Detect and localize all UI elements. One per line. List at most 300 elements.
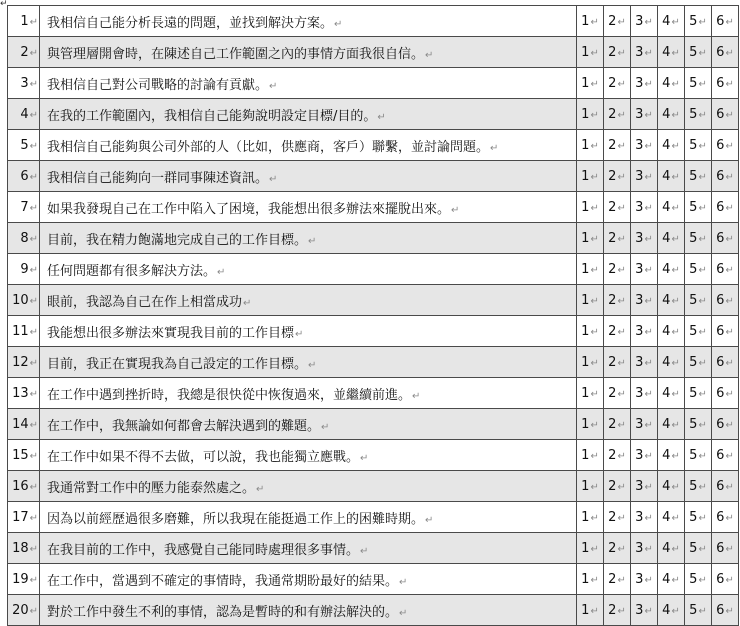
- rating-option-label: 2: [608, 478, 617, 494]
- rating-option-label: 3: [635, 44, 644, 60]
- return-mark-icon: ↵: [29, 140, 38, 152]
- rating-option-4[interactable]: [658, 161, 685, 192]
- rating-option-2[interactable]: [604, 37, 631, 68]
- item-statement: [40, 68, 577, 99]
- rating-option-4[interactable]: [658, 192, 685, 223]
- return-mark-icon: ↵: [725, 295, 734, 307]
- return-mark-icon: ↵: [295, 328, 304, 340]
- rating-option-2[interactable]: [604, 130, 631, 161]
- rating-option-3[interactable]: [631, 595, 658, 626]
- item-statement-text: 在我的工作範圍內，我相信自己能夠說明設定目標/目的。: [47, 108, 377, 124]
- rating-option-label: 3: [635, 168, 644, 184]
- return-mark-icon: ↵: [725, 16, 734, 28]
- rating-option-6[interactable]: [712, 161, 739, 192]
- rating-option-3[interactable]: [631, 409, 658, 440]
- return-mark-icon: ↵: [698, 543, 707, 555]
- return-mark-icon: ↵: [217, 266, 226, 278]
- item-number: [8, 192, 40, 223]
- rating-option-5[interactable]: [685, 378, 712, 409]
- return-mark-icon: ↵: [644, 47, 653, 59]
- rating-option-label: 4: [662, 106, 671, 122]
- return-mark-icon: ↵: [399, 576, 408, 588]
- return-mark-icon: ↵: [671, 47, 680, 59]
- rating-option-label: 1: [581, 540, 590, 556]
- item-statement: [40, 595, 577, 626]
- rating-option-6[interactable]: [712, 409, 739, 440]
- rating-option-label: 3: [635, 571, 644, 587]
- rating-option-label: 4: [662, 478, 671, 494]
- return-mark-icon: ↵: [725, 357, 734, 369]
- questionnaire-row: [8, 68, 739, 99]
- item-statement: [40, 502, 577, 533]
- rating-option-3[interactable]: [631, 440, 658, 471]
- rating-option-label: 1: [581, 602, 590, 618]
- rating-option-3[interactable]: [631, 285, 658, 316]
- rating-option-1[interactable]: [577, 409, 604, 440]
- return-mark-icon: ↵: [698, 47, 707, 59]
- return-mark-icon: ↵: [617, 605, 626, 617]
- return-mark-icon: ↵: [698, 574, 707, 586]
- rating-option-1[interactable]: [577, 502, 604, 533]
- rating-option-5[interactable]: [685, 192, 712, 223]
- rating-option-2[interactable]: [604, 533, 631, 564]
- item-statement-text: 目前，我在精力飽滿地完成自己的工作目標。: [47, 232, 308, 248]
- rating-option-1[interactable]: [577, 6, 604, 37]
- rating-option-5[interactable]: [685, 37, 712, 68]
- rating-option-1[interactable]: [577, 378, 604, 409]
- rating-option-label: 2: [608, 230, 617, 246]
- return-mark-icon: ↵: [29, 264, 38, 276]
- item-number: [8, 440, 40, 471]
- rating-option-1[interactable]: [577, 192, 604, 223]
- return-mark-icon: ↵: [671, 295, 680, 307]
- return-mark-icon: ↵: [29, 295, 38, 307]
- rating-option-6[interactable]: [712, 378, 739, 409]
- item-statement-text: 我通常對工作中的壓力能泰然處之。: [47, 480, 256, 496]
- questionnaire-row: [8, 37, 739, 68]
- rating-option-5[interactable]: [685, 130, 712, 161]
- item-statement-text: 在工作中遇到挫折時，我總是很快從中恢復過來，並繼續前進。: [47, 387, 412, 403]
- return-mark-icon: ↵: [617, 543, 626, 555]
- rating-option-2[interactable]: [604, 564, 631, 595]
- rating-option-label: 3: [635, 478, 644, 494]
- rating-option-label: 2: [608, 509, 617, 525]
- rating-option-2[interactable]: [604, 6, 631, 37]
- rating-option-4[interactable]: [658, 378, 685, 409]
- rating-option-4[interactable]: [658, 316, 685, 347]
- rating-option-label: 2: [608, 354, 617, 370]
- rating-option-6[interactable]: [712, 6, 739, 37]
- rating-option-3[interactable]: [631, 223, 658, 254]
- item-number: [8, 6, 40, 37]
- questionnaire-row: [8, 502, 739, 533]
- return-mark-icon: ↵: [644, 481, 653, 493]
- rating-option-label: 1: [581, 44, 590, 60]
- item-number: [8, 378, 40, 409]
- item-statement-text: 在工作中，我無論如何都會去解決遇到的難題。: [47, 418, 321, 434]
- rating-option-6[interactable]: [712, 223, 739, 254]
- return-mark-icon: ↵: [671, 543, 680, 555]
- rating-option-4[interactable]: [658, 254, 685, 285]
- rating-option-label: 2: [608, 44, 617, 60]
- rating-option-label: 4: [662, 199, 671, 215]
- item-number-value: 10: [12, 292, 29, 308]
- return-mark-icon: ↵: [644, 16, 653, 28]
- return-mark-icon: ↵: [29, 109, 38, 121]
- item-number: [8, 223, 40, 254]
- rating-option-2[interactable]: [604, 378, 631, 409]
- item-number: [8, 316, 40, 347]
- rating-option-6[interactable]: [712, 347, 739, 378]
- rating-option-3[interactable]: [631, 564, 658, 595]
- rating-option-6[interactable]: [712, 502, 739, 533]
- return-mark-icon: ↵: [617, 47, 626, 59]
- rating-option-label: 3: [635, 199, 644, 215]
- rating-option-3[interactable]: [631, 347, 658, 378]
- questionnaire-row: [8, 6, 739, 37]
- rating-option-label: 6: [716, 230, 725, 246]
- rating-option-6[interactable]: [712, 471, 739, 502]
- return-mark-icon: ↵: [698, 512, 707, 524]
- rating-option-4[interactable]: [658, 99, 685, 130]
- rating-option-label: 3: [635, 354, 644, 370]
- item-statement-text: 因為以前經歷過很多磨難，所以我現在能挺過工作上的困難時期。: [47, 511, 425, 527]
- rating-option-4[interactable]: [658, 471, 685, 502]
- rating-option-4[interactable]: [658, 37, 685, 68]
- return-mark-icon: ↵: [671, 202, 680, 214]
- return-mark-icon: ↵: [644, 78, 653, 90]
- rating-option-label: 1: [581, 323, 590, 339]
- rating-option-4[interactable]: [658, 564, 685, 595]
- return-mark-icon: ↵: [671, 140, 680, 152]
- return-mark-icon: ↵: [308, 359, 317, 371]
- return-mark-icon: ↵: [671, 419, 680, 431]
- return-mark-icon: ↵: [698, 140, 707, 152]
- return-mark-icon: ↵: [644, 109, 653, 121]
- rating-option-1[interactable]: [577, 223, 604, 254]
- rating-option-label: 5: [689, 44, 698, 60]
- rating-option-1[interactable]: [577, 37, 604, 68]
- rating-option-label: 5: [689, 168, 698, 184]
- rating-option-2[interactable]: [604, 254, 631, 285]
- rating-option-label: 2: [608, 416, 617, 432]
- item-statement: [40, 223, 577, 254]
- rating-option-label: 6: [716, 168, 725, 184]
- return-mark-icon: ↵: [725, 140, 734, 152]
- return-mark-icon: ↵: [671, 512, 680, 524]
- rating-option-label: 2: [608, 571, 617, 587]
- rating-option-3[interactable]: [631, 6, 658, 37]
- rating-option-5[interactable]: [685, 161, 712, 192]
- rating-option-1[interactable]: [577, 595, 604, 626]
- return-mark-icon: ↵: [725, 326, 734, 338]
- item-statement: [40, 409, 577, 440]
- return-mark-icon: ↵: [671, 481, 680, 493]
- rating-option-label: 5: [689, 385, 698, 401]
- rating-option-4[interactable]: [658, 285, 685, 316]
- item-statement: [40, 378, 577, 409]
- return-mark-icon: ↵: [644, 171, 653, 183]
- rating-option-label: 1: [581, 106, 590, 122]
- rating-option-2[interactable]: [604, 161, 631, 192]
- rating-option-1[interactable]: [577, 99, 604, 130]
- rating-option-3[interactable]: [631, 99, 658, 130]
- questionnaire-row: [8, 564, 739, 595]
- return-mark-icon: ↵: [617, 388, 626, 400]
- rating-option-label: 6: [716, 571, 725, 587]
- rating-option-1[interactable]: [577, 533, 604, 564]
- return-mark-icon: ↵: [617, 109, 626, 121]
- rating-option-label: 4: [662, 416, 671, 432]
- paragraph-mark-icon: ↵: [0, 0, 8, 9]
- rating-option-5[interactable]: [685, 285, 712, 316]
- rating-option-label: 6: [716, 261, 725, 277]
- rating-option-2[interactable]: [604, 409, 631, 440]
- rating-option-1[interactable]: [577, 316, 604, 347]
- rating-option-6[interactable]: [712, 37, 739, 68]
- item-number-value: 18: [12, 540, 29, 556]
- rating-option-label: 1: [581, 137, 590, 153]
- item-number: [8, 595, 40, 626]
- rating-option-label: 3: [635, 323, 644, 339]
- rating-option-4[interactable]: [658, 409, 685, 440]
- questionnaire-row: [8, 254, 739, 285]
- return-mark-icon: ↵: [617, 450, 626, 462]
- item-statement: [40, 347, 577, 378]
- rating-option-label: 2: [608, 447, 617, 463]
- rating-option-6[interactable]: [712, 68, 739, 99]
- rating-option-3[interactable]: [631, 192, 658, 223]
- return-mark-icon: ↵: [590, 574, 599, 586]
- rating-option-label: 6: [716, 447, 725, 463]
- rating-option-6[interactable]: [712, 130, 739, 161]
- rating-option-label: 1: [581, 13, 590, 29]
- return-mark-icon: ↵: [29, 171, 38, 183]
- rating-option-2[interactable]: [604, 471, 631, 502]
- questionnaire-row: [8, 595, 739, 626]
- return-mark-icon: ↵: [360, 452, 369, 464]
- return-mark-icon: ↵: [425, 514, 434, 526]
- rating-option-5[interactable]: [685, 99, 712, 130]
- rating-option-label: 5: [689, 199, 698, 215]
- rating-option-3[interactable]: [631, 378, 658, 409]
- rating-option-label: 2: [608, 602, 617, 618]
- rating-option-4[interactable]: [658, 502, 685, 533]
- rating-option-label: 5: [689, 323, 698, 339]
- return-mark-icon: ↵: [671, 450, 680, 462]
- rating-option-1[interactable]: [577, 440, 604, 471]
- rating-option-5[interactable]: [685, 68, 712, 99]
- return-mark-icon: ↵: [29, 512, 38, 524]
- rating-option-4[interactable]: [658, 347, 685, 378]
- rating-option-5[interactable]: [685, 316, 712, 347]
- rating-option-label: 6: [716, 323, 725, 339]
- rating-option-2[interactable]: [604, 192, 631, 223]
- rating-option-6[interactable]: [712, 285, 739, 316]
- rating-option-2[interactable]: [604, 285, 631, 316]
- rating-option-label: 1: [581, 447, 590, 463]
- item-statement: [40, 564, 577, 595]
- return-mark-icon: ↵: [425, 49, 434, 61]
- return-mark-icon: ↵: [698, 295, 707, 307]
- rating-option-4[interactable]: [658, 68, 685, 99]
- return-mark-icon: ↵: [698, 481, 707, 493]
- rating-option-label: 1: [581, 385, 590, 401]
- return-mark-icon: ↵: [725, 574, 734, 586]
- rating-option-5[interactable]: [685, 409, 712, 440]
- rating-option-2[interactable]: [604, 316, 631, 347]
- rating-option-label: 1: [581, 230, 590, 246]
- return-mark-icon: ↵: [617, 233, 626, 245]
- rating-option-6[interactable]: [712, 99, 739, 130]
- rating-option-2[interactable]: [604, 223, 631, 254]
- rating-option-3[interactable]: [631, 254, 658, 285]
- rating-option-3[interactable]: [631, 68, 658, 99]
- rating-option-4[interactable]: [658, 223, 685, 254]
- rating-option-3[interactable]: [631, 316, 658, 347]
- rating-option-3[interactable]: [631, 471, 658, 502]
- rating-option-5[interactable]: [685, 6, 712, 37]
- return-mark-icon: ↵: [725, 171, 734, 183]
- return-mark-icon: ↵: [590, 481, 599, 493]
- rating-option-5[interactable]: [685, 564, 712, 595]
- return-mark-icon: ↵: [29, 543, 38, 555]
- return-mark-icon: ↵: [644, 543, 653, 555]
- rating-option-1[interactable]: [577, 254, 604, 285]
- rating-option-4[interactable]: [658, 6, 685, 37]
- rating-option-label: 5: [689, 478, 698, 494]
- item-statement-text: 如果我發現自己在工作中陷入了困境，我能想出很多辦法來擺脫出來。: [47, 201, 451, 217]
- rating-option-3[interactable]: [631, 502, 658, 533]
- rating-option-2[interactable]: [604, 595, 631, 626]
- rating-option-6[interactable]: [712, 254, 739, 285]
- rating-option-1[interactable]: [577, 285, 604, 316]
- return-mark-icon: ↵: [698, 171, 707, 183]
- rating-option-6[interactable]: [712, 192, 739, 223]
- rating-option-4[interactable]: [658, 533, 685, 564]
- rating-option-label: 6: [716, 106, 725, 122]
- rating-option-label: 5: [689, 540, 698, 556]
- return-mark-icon: ↵: [671, 264, 680, 276]
- item-number-value: 20: [12, 602, 29, 618]
- rating-option-2[interactable]: [604, 347, 631, 378]
- rating-option-1[interactable]: [577, 471, 604, 502]
- return-mark-icon: ↵: [360, 545, 369, 557]
- item-number-value: 11: [12, 323, 29, 339]
- rating-option-label: 5: [689, 230, 698, 246]
- rating-option-5[interactable]: [685, 223, 712, 254]
- rating-option-1[interactable]: [577, 161, 604, 192]
- rating-option-label: 2: [608, 13, 617, 29]
- return-mark-icon: ↵: [698, 264, 707, 276]
- item-number: [8, 533, 40, 564]
- rating-option-5[interactable]: [685, 533, 712, 564]
- item-statement: [40, 161, 577, 192]
- rating-option-6[interactable]: [712, 440, 739, 471]
- return-mark-icon: ↵: [29, 78, 38, 90]
- rating-option-5[interactable]: [685, 471, 712, 502]
- rating-option-5[interactable]: [685, 347, 712, 378]
- rating-option-3[interactable]: [631, 533, 658, 564]
- item-number-value: 7: [20, 199, 29, 215]
- item-number: [8, 409, 40, 440]
- rating-option-5[interactable]: [685, 440, 712, 471]
- rating-option-6[interactable]: [712, 595, 739, 626]
- rating-option-6[interactable]: [712, 564, 739, 595]
- rating-option-1[interactable]: [577, 564, 604, 595]
- rating-option-4[interactable]: [658, 595, 685, 626]
- rating-option-label: 3: [635, 292, 644, 308]
- rating-option-3[interactable]: [631, 37, 658, 68]
- rating-option-2[interactable]: [604, 440, 631, 471]
- item-number-value: 14: [12, 416, 29, 432]
- return-mark-icon: ↵: [590, 388, 599, 400]
- rating-option-6[interactable]: [712, 533, 739, 564]
- rating-option-4[interactable]: [658, 130, 685, 161]
- rating-option-2[interactable]: [604, 68, 631, 99]
- rating-option-label: 2: [608, 261, 617, 277]
- rating-option-3[interactable]: [631, 161, 658, 192]
- return-mark-icon: ↵: [698, 450, 707, 462]
- rating-option-label: 5: [689, 571, 698, 587]
- item-number: [8, 130, 40, 161]
- rating-option-6[interactable]: [712, 316, 739, 347]
- rating-option-label: 3: [635, 230, 644, 246]
- rating-option-2[interactable]: [604, 99, 631, 130]
- item-statement-text: 我相信自己對公司戰略的討論有貢獻。: [47, 77, 269, 93]
- item-number-value: 2: [20, 44, 29, 60]
- return-mark-icon: ↵: [590, 47, 599, 59]
- return-mark-icon: ↵: [698, 109, 707, 121]
- rating-option-1[interactable]: [577, 130, 604, 161]
- item-statement-text: 在我目前的工作中，我感覺自己能同時處理很多事情。: [47, 542, 360, 558]
- return-mark-icon: ↵: [725, 543, 734, 555]
- rating-option-4[interactable]: [658, 440, 685, 471]
- rating-option-1[interactable]: [577, 347, 604, 378]
- item-number: [8, 37, 40, 68]
- rating-option-5[interactable]: [685, 254, 712, 285]
- rating-option-label: 6: [716, 75, 725, 91]
- return-mark-icon: ↵: [590, 543, 599, 555]
- rating-option-label: 4: [662, 13, 671, 29]
- rating-option-label: 6: [716, 292, 725, 308]
- rating-option-2[interactable]: [604, 502, 631, 533]
- item-number-value: 8: [20, 230, 29, 246]
- rating-option-label: 4: [662, 230, 671, 246]
- return-mark-icon: ↵: [725, 605, 734, 617]
- return-mark-icon: ↵: [29, 419, 38, 431]
- rating-option-label: 2: [608, 199, 617, 215]
- rating-option-label: 4: [662, 602, 671, 618]
- return-mark-icon: ↵: [269, 80, 278, 92]
- return-mark-icon: ↵: [29, 574, 38, 586]
- rating-option-label: 6: [716, 385, 725, 401]
- item-statement: [40, 6, 577, 37]
- return-mark-icon: ↵: [243, 297, 252, 309]
- return-mark-icon: ↵: [671, 109, 680, 121]
- rating-option-5[interactable]: [685, 502, 712, 533]
- return-mark-icon: ↵: [725, 450, 734, 462]
- rating-option-label: 4: [662, 261, 671, 277]
- rating-option-5[interactable]: [685, 595, 712, 626]
- item-number: [8, 347, 40, 378]
- rating-option-3[interactable]: [631, 130, 658, 161]
- rating-option-label: 4: [662, 137, 671, 153]
- rating-option-label: 4: [662, 75, 671, 91]
- rating-option-1[interactable]: [577, 68, 604, 99]
- questionnaire-body: [8, 6, 739, 626]
- item-statement: [40, 37, 577, 68]
